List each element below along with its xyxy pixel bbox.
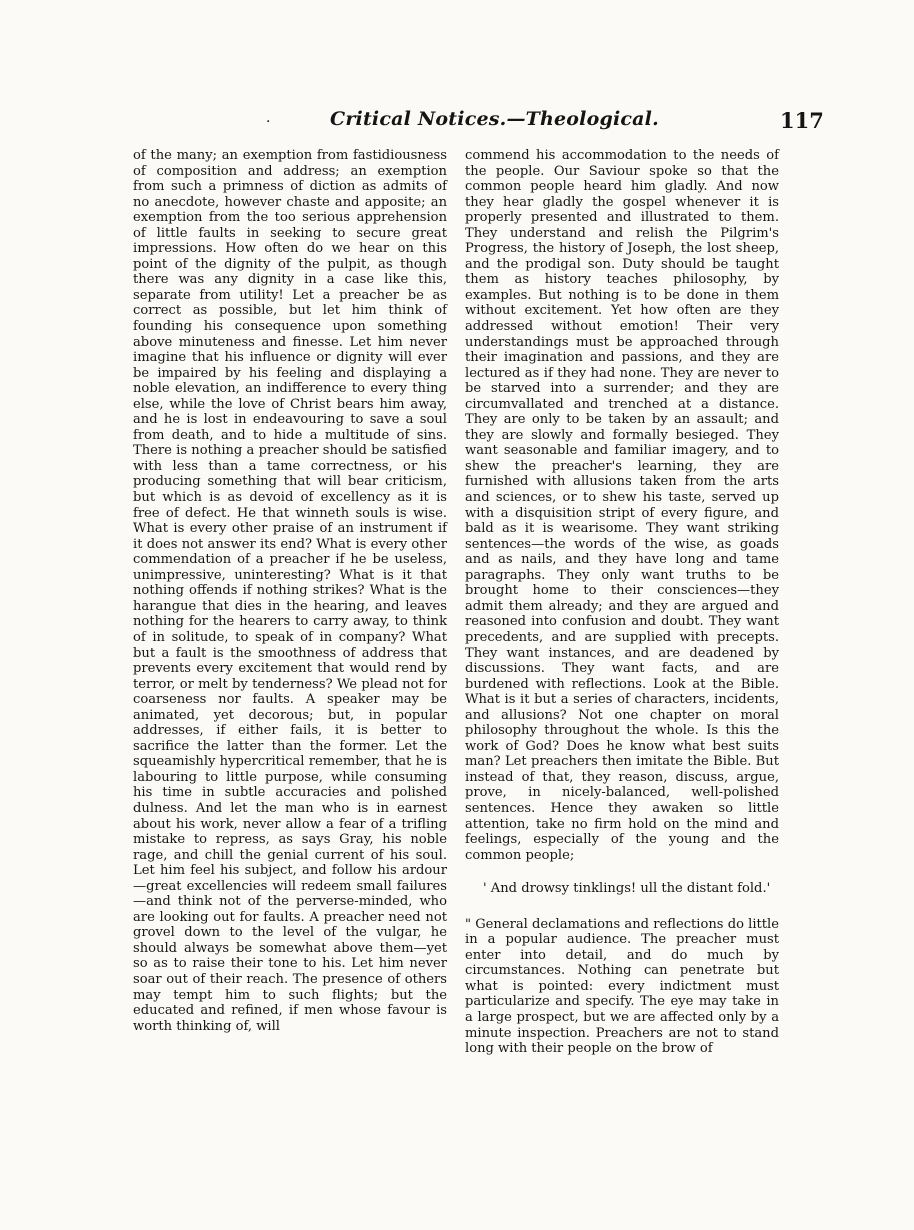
left-column-text: of the many; an exemption from fastidiousness of composition and address; an exemption from such a primness of diction as admits of no anecdote, however chaste and apposite; an exemption from the too serious apprehension of little faults in seeking to secure great impressions. How often do we hear on this point of the dignity of the pulpit, as though there was any dignity in a case like this, separate from utility! Let a preacher be as correct as possible, but let him think of founding his consequence upon something above minuteness and finesse. Let him never imagine that his influence or dignity will ever be impaired by his feeling and displaying a noble elevation, an indifference to every thing else, while the love of Christ bears him away, and he is lost in endeavouring to save a soul from death, and to hide a multitude of sins. There is nothing a preacher should be satisfied with less than a tame correctness, or his producing something that will bear criticism, but which is as devoid of excellency as it is free of defect. He that winneth souls is wise. What is every other praise of an instrument if it does not answer its end? What is every other commendation of a preacher if he be useless, unimpressive, uninteresting? What is it that nothing offends if nothing strikes? What is the harangue that dies in the hearing, and leaves nothing for the hearers to carry away, to think of in solitude, to speak of in company? What but a fault is the smoothness of address that prevents every excitement that would rend by terror, or melt by tenderness? We plead not for coarseness nor faults. A speaker may be animated, yet decorous; but, in popular addresses, if either fails, it is better to sacrifice the latter than the former. Let the squeamishly hypercritical remember, that he is labouring to little purpose, while consuming his time in subtle accuracies and polished dulness. And let the man who is in earnest about his work, never allow a fear of a trifling mistake to repress, as says Gray, his noble rage, and chill the genial current of his soul. Let him feel his subject, and follow his ardour—great excellencies will redeem small failures—and think not of the perverse-minded, who are looking out for faults. A preacher need not grovel down to the level of the vulgar, he should always be somewhat above them—yet so as to raise their tone to his. Let him never soar out of their reach. The presence of others may tempt him to such flights; but the educated and refined, if men whose favour is worth thinking of, will xyxy=(133,148,447,1034)
right-column xyxy=(465,148,779,1057)
header-dot: · xyxy=(266,114,271,130)
right-paragraph-2: " General declamations and reflections do little in a popular audience. The preacher must enter into detail, and do much by circumstances. Nothing can penetrate but what is pointed: every indictment must particularize and specify. The eye may take in a large prospect, but we are affected only by a minute inspection. Preachers are not to stand long with their people on the brow of xyxy=(465,916,779,1057)
page-header xyxy=(0,108,914,142)
verse-quote: ' And drowsy tinklings! ull the distant fold.' xyxy=(483,881,771,897)
left-column xyxy=(133,148,447,1034)
page-number: 117 xyxy=(780,108,824,133)
right-paragraph-1: commend his accommodation to the needs of the people. Our Saviour spoke so that the common people heard him gladly. And now they hear gladly the gospel whenever it is properly presented and illustrated to them. They understand and relish the Pilgrim's Progress, the history of Joseph, the lost sheep, and the prodigal son. Duty should be taught them as history teaches philosophy, by examples. But nothing is to be done in them without excitement. Yet how often are they addressed without emotion! Their very understandings must be approached through their imagination and passions, and they are lectured as if they had none. They are never to be starved into a surrender; and they are circumvallated and trenched at a distance. They are only to be taken by an assault; and they are slowly and formally besieged. They want seasonable and familiar imagery, and to shew the preacher's learning, they are furnished with allusions taken from the arts and sciences, or to shew his taste, served up with a disquisition stript of every figure, and bald as it is wearisome. They want striking sentences—the words of the wise, as goads and as nails, and they have long and tame paragraphs. They only want truths to be brought home to their consciences—they admit them already; and they are argued and reasoned into confusion and doubt. They want precedents, and are supplied with precepts. They want instances, and are deadened by discussions. They want facts, and are burdened with reflections. Look at the Bible. What is it but a series of characters, incidents, and allusions? Not one chapter on moral philosophy throughout the whole. Is this the work of God? Does he know what best suits man? Let preachers then imitate the Bible. But instead of that, they reason, discuss, argue, prove, in nicely-balanced, well-polished sentences. Hence they awaken so little attention, take no firm hold on the mind and feelings, especially of the young and the common people; xyxy=(465,148,779,863)
running-title: Critical Notices.—Theological. xyxy=(330,108,659,130)
